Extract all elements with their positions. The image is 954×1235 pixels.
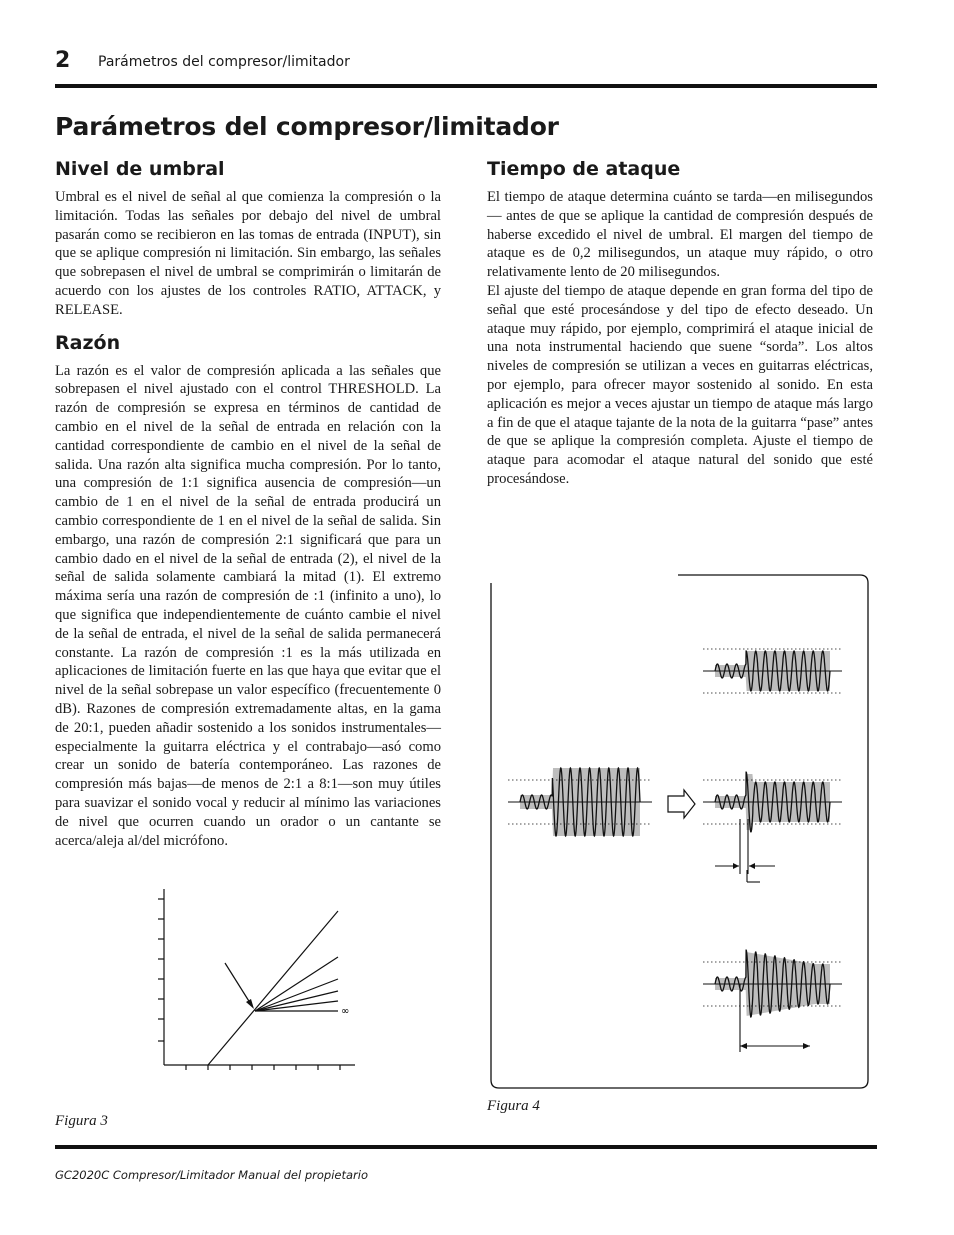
- left-column: [55, 158, 441, 850]
- attack-text: [487, 188, 873, 489]
- infinity-label: ∞: [341, 1006, 350, 1017]
- footer-text: GC2020C Compresor/Limitador Manual del propietario: [55, 1168, 368, 1182]
- figure-4-caption: Figura 4: [487, 1098, 540, 1114]
- attack-paragraph-1: El tiempo de ataque determina cuánto se tarda—en milisegundos — antes de que se aplique la cantidad de compresión después de haberse excedido el nivel de umbral. El margen del tiempo de ataque es de 0,2 milisegundos, un ataque muy rápido, o otro relativamente lento de 20 milisegundos.: [487, 189, 873, 281]
- threshold-arrowhead: [246, 999, 254, 1009]
- threshold-paragraph: Umbral es el nivel de señal al que comienza la compresión o la limitación. Todas las señales por debajo del nivel de umbral pasarán como se recibieron en las tomas de entrada (INPUT), sin que se aplique compresión ni limitación. Sin embargo, las señales que sobrepasen el nivel de umbral se comprimirán o limitarán de acuerdo con los ajustes de los controles RATIO, ATTACK, y RELEASE.: [55, 189, 441, 318]
- threshold-text: [55, 188, 441, 320]
- right-column: [487, 158, 873, 489]
- attack-heading: Tiempo de ataque: [487, 158, 681, 180]
- figure-3-caption: Figura 3: [55, 1113, 108, 1129]
- page-number: 2: [55, 48, 71, 73]
- process-arrow-icon: [668, 790, 695, 818]
- bottom-rule: [55, 1145, 877, 1149]
- output-waveform-fast-attack: [703, 772, 842, 832]
- figure-4-diagram: [490, 574, 872, 1092]
- figure-3-graph: [150, 885, 360, 1070]
- threshold-arrow: [225, 963, 252, 1006]
- output-waveform-top: [703, 649, 842, 693]
- threshold-heading: Nivel de umbral: [55, 158, 225, 180]
- ratio-heading: Razón: [55, 331, 121, 354]
- running-head: Parámetros del compresor/limitador: [98, 54, 350, 70]
- ratio-1-1-line: [208, 911, 338, 1065]
- input-waveform: [508, 768, 652, 836]
- ratio-paragraph: La razón es el valor de compresión aplicada a las señales que sobrepasen el nivel ajustado con el control THRESHOLD. La razón de compresión se expresa en términos de cantidad de cambio en el nivel de la señal de entrada en relación con la cantidad correspondiente de cambio en el nivel de la señal de salida. Una razón alta significa mucha compresión. Por lo tanto, una compresión de 1:1 significa ausencia de compresión—un cambio de 1 en el nivel de la señal de entrada producirá un cambio correspondiente de 1 en el nivel de la señal de salida. Sin embargo, una razón de compresión 2:1 significará que para un cambio dado en el nivel de la señal de entrada (2), el nivel de la señal de salida solamente cambiará la mitad (1). El extremo máxima sería una razón de compresión de :1 (infinito a uno), lo que significa que independientemente de cuánto cambie el nivel de la señal de entrada, el nivel de la señal de salida permanecerá constante. La razón de compresión :1 es la más utilizada en aplicaciones de limitación fuerte en las que haya que evitar que el nivel de la señal sobrepase un valor específico (frecuentemente 0 dB). Razones de compresión extremadamente altas, en la gama de 20:1, pueden añadir sostenido a los sonidos instrumentales—especialmente la guitarra eléctrica y el contrabajo—asó como crear un sonido de batería contemporáneo. Las razones de compresión más bajas—de menos de 2:1 a 8:1—son muy útiles para suavizar el sonido vocal y reducir al mínimo las variaciones de nivel que ocurren cuando un orador o un cantante se acerca/aleja al/del micrófono.: [55, 362, 441, 849]
- output-waveform-slow-attack: [703, 950, 842, 1017]
- top-rule: [55, 84, 877, 88]
- attack-paragraph-2: El ajuste del tiempo de ataque depende en gran forma del tipo de señal que esté procesándose y del tipo de efecto deseado. Un ataque muy rápido, por ejemplo, comprimirá el ataque inicial de una nota instrumental haciendo que suene “sorda”. Los altos niveles de compresión se utilizan a veces en guitarras eléctricas, por ejemplo, para ofrecer mayor sostenido al sonido. En esta aplicación es mejor a veces ajustar un tiempo de ataque más largo a fin de que el ataque tajante de la nota de la guitarra “pase” antes de que se aplique la compresión completa. Ajuste el tiempo de ataque para acomodar el ataque natural del sonido que esté procesándose.: [487, 282, 873, 487]
- ratio-text: [55, 362, 441, 851]
- page-title: Parámetros del compresor/limitador: [55, 112, 559, 141]
